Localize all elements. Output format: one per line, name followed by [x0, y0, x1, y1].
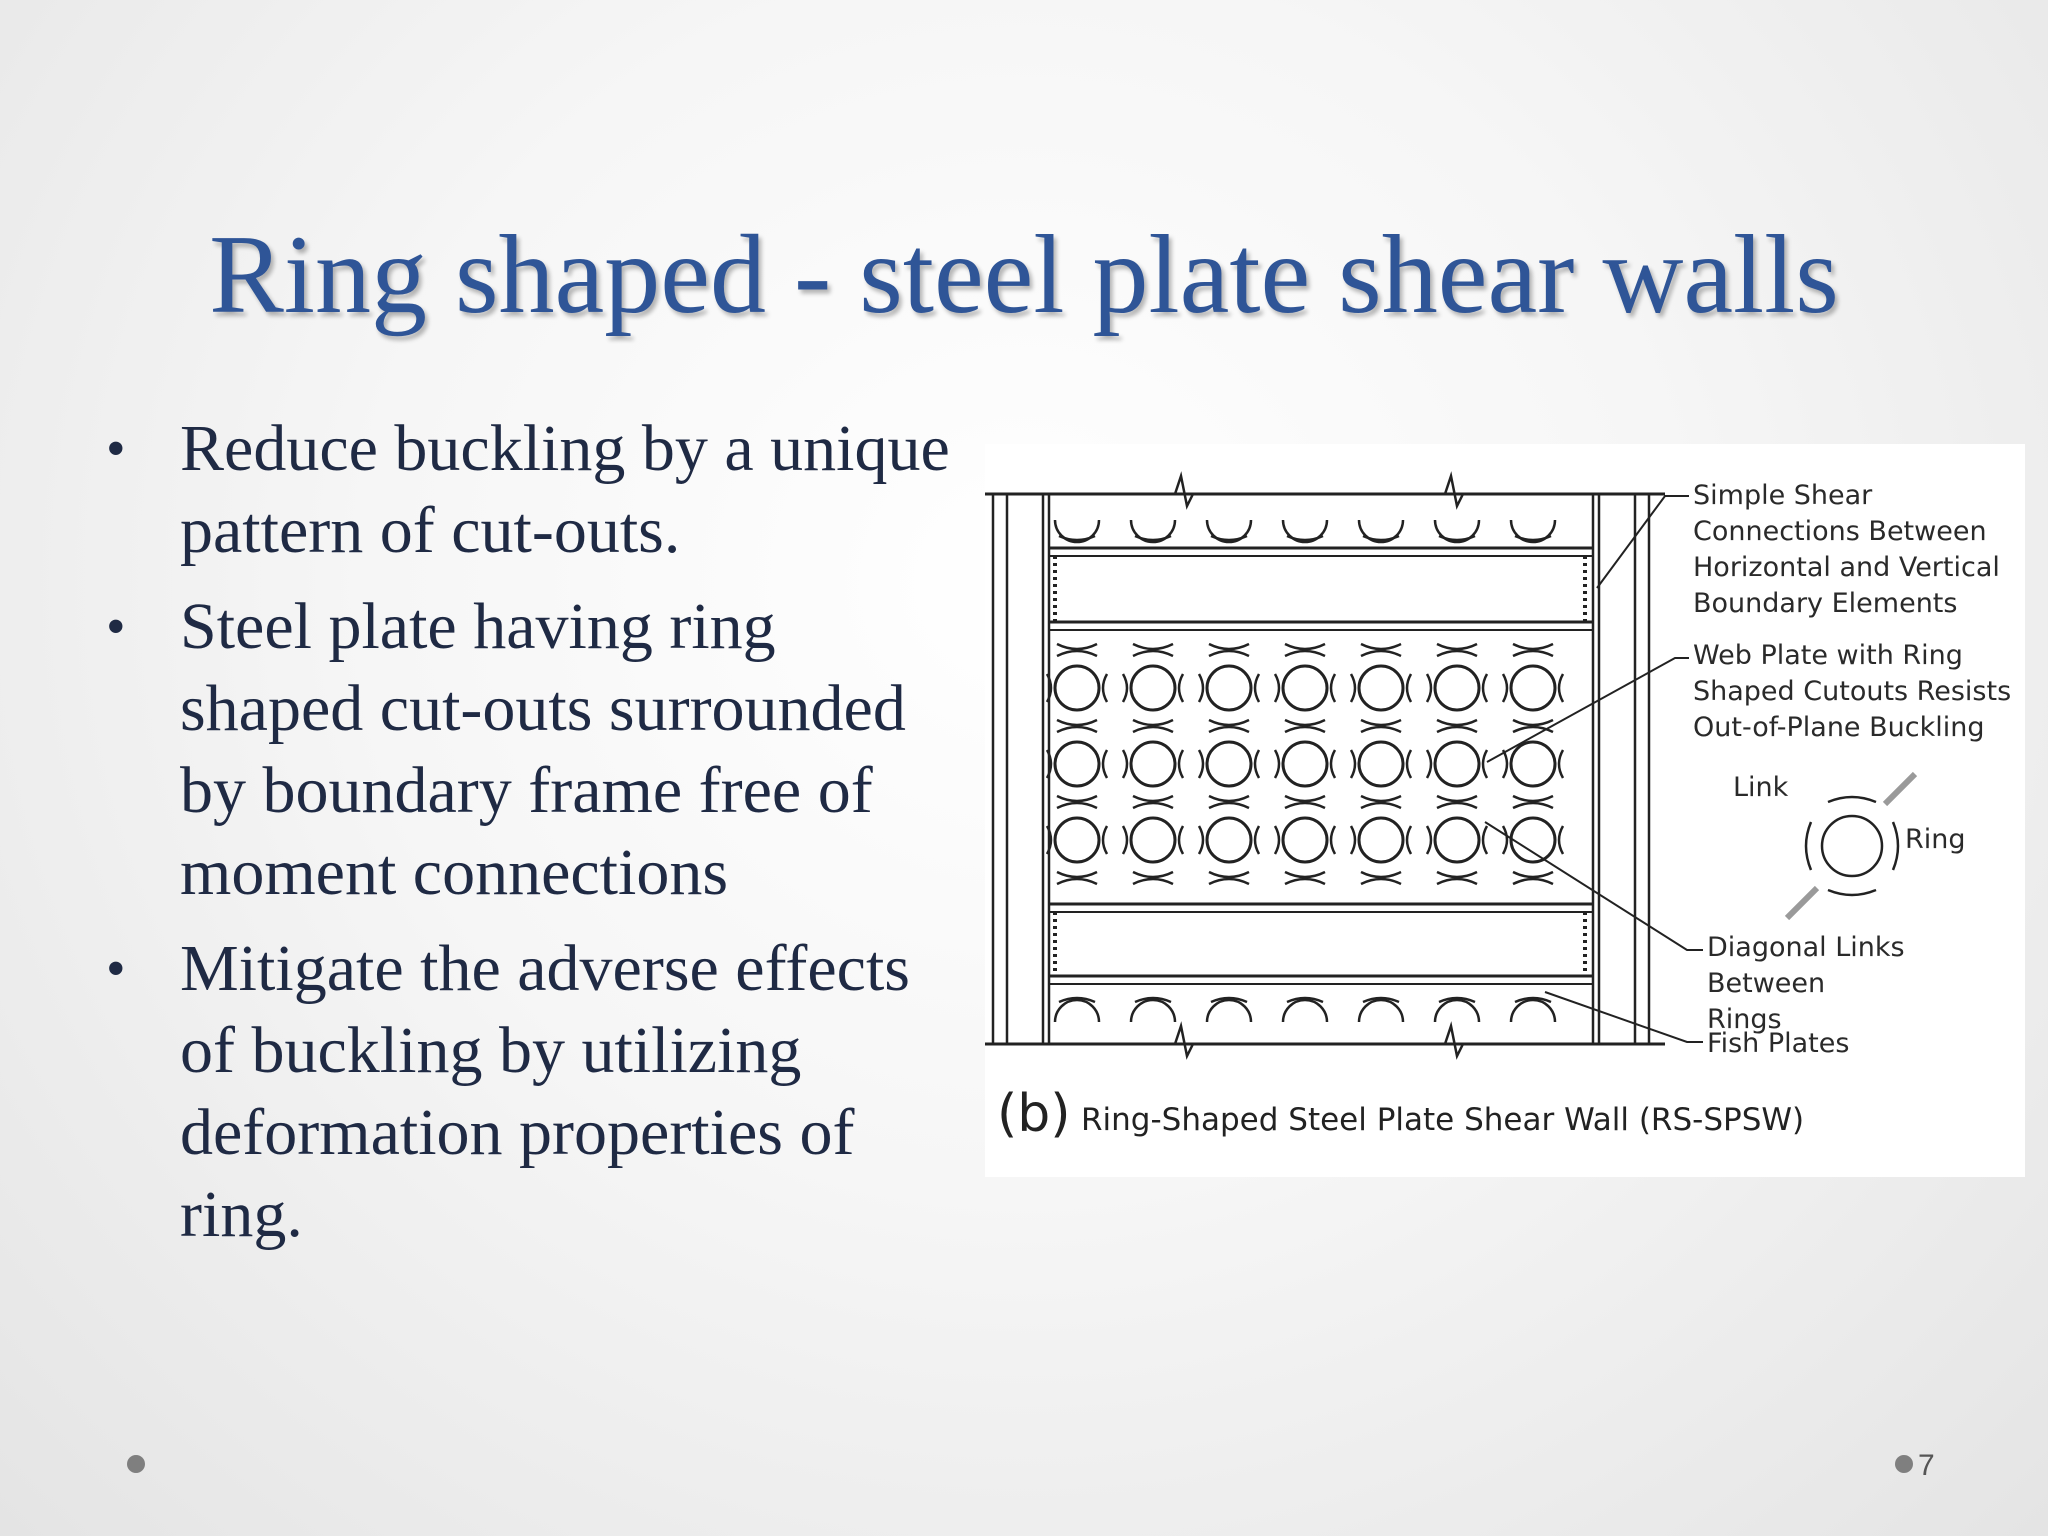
bullet-item [100, 928, 960, 1256]
ring-outline [1131, 818, 1175, 862]
break-mark [1175, 476, 1193, 506]
link-tab [1209, 644, 1249, 656]
ring-outline [1435, 818, 1479, 862]
ring-outline [1207, 818, 1251, 862]
ring-outline [1511, 742, 1555, 786]
nav-dot-left [127, 1455, 145, 1473]
ring-outline [1283, 742, 1327, 786]
partial-ring [1055, 1000, 1099, 1022]
page-number: 7 [1918, 1449, 1935, 1482]
bullet-item [100, 408, 960, 572]
partial-ring [1131, 1000, 1175, 1022]
ring-outline [1359, 742, 1403, 786]
partial-ring [1207, 1000, 1251, 1022]
ring-outline [1131, 666, 1175, 710]
link-tab [1209, 720, 1249, 732]
partial-ring [1435, 520, 1479, 542]
partial-ring [1131, 520, 1175, 542]
ring-outline [1207, 742, 1251, 786]
partial-ring [1283, 520, 1327, 542]
ring-outline [1055, 742, 1099, 786]
bullet-text: Steel plate having ring shaped cut-outs surrounded by boundary frame free of moment connections [180, 590, 906, 909]
partial-ring [1435, 1000, 1479, 1022]
link-tab [1437, 720, 1477, 732]
link-tab [1513, 872, 1553, 884]
link-tab [1361, 872, 1401, 884]
link-tab [1057, 872, 1097, 884]
link-tab [1437, 872, 1477, 884]
ring-outline [1055, 666, 1099, 710]
ring-outline [1435, 666, 1479, 710]
link-tab [1285, 644, 1325, 656]
link-tab [1437, 644, 1477, 656]
partial-ring [1511, 520, 1555, 542]
link-tab [1133, 720, 1173, 732]
ring-outline [1131, 742, 1175, 786]
label-web-plate: Web Plate with Ring Shaped Cutouts Resists Out-of-Plane Buckling [1693, 640, 2012, 743]
break-mark [1175, 1026, 1193, 1056]
link-tab [1133, 872, 1173, 884]
label-link: Link [1733, 772, 1789, 803]
ring-outline [1435, 742, 1479, 786]
ring-outline [1283, 818, 1327, 862]
bullet-icon: • [106, 418, 126, 480]
detail-link [1806, 797, 1898, 895]
link-tab [1057, 720, 1097, 732]
ring-outline [1359, 666, 1403, 710]
partial-ring [1359, 1000, 1403, 1022]
partial-ring [1283, 1000, 1327, 1022]
leader-line [1597, 496, 1689, 588]
link-tab [1285, 872, 1325, 884]
link-tab [1361, 644, 1401, 656]
slide-title: Ring shaped - steel plate shear walls [209, 213, 1839, 337]
link-tab [1133, 644, 1173, 656]
figure-caption: Ring-Shaped Steel Plate Shear Wall (RS-SPSW) [1081, 1102, 1805, 1138]
leader-line [1545, 992, 1703, 1042]
ring-outline [1359, 818, 1403, 862]
partial-ring [1207, 520, 1251, 542]
bullet-text: Reduce buckling by a unique pattern of cut-outs. [180, 412, 950, 567]
ring-outline [1511, 666, 1555, 710]
link-tab [1513, 644, 1553, 656]
partial-ring [1359, 520, 1403, 542]
ring-outline [1283, 666, 1327, 710]
link-tab [1361, 720, 1401, 732]
link-tab [1285, 796, 1325, 808]
label-shear-connections: Simple Shear Connections Between Horizontal and Vertical Boundary Elements [1693, 480, 2000, 619]
detail-ring [1822, 816, 1882, 876]
bullet-icon: • [106, 596, 126, 658]
link-tab [1513, 796, 1553, 808]
link-tab [1285, 720, 1325, 732]
label-ring: Ring [1905, 824, 1966, 855]
bullet-item [100, 586, 960, 914]
break-mark [1445, 476, 1463, 506]
link-tab [1057, 796, 1097, 808]
link-tab [1513, 720, 1553, 732]
detail-arrow [1885, 774, 1915, 804]
ring-outline [1207, 666, 1251, 710]
break-mark [1445, 1026, 1463, 1056]
detail-arrow [1787, 888, 1817, 918]
link-tab [1057, 644, 1097, 656]
rs-spsw-figure [985, 444, 2025, 1177]
bullet-list [100, 408, 960, 1270]
link-tab [1437, 796, 1477, 808]
label-fish-plates: Fish Plates [1707, 1028, 1850, 1059]
link-tab [1209, 872, 1249, 884]
link-tab [1209, 796, 1249, 808]
figure-panel-letter: (b) [997, 1084, 1071, 1144]
label-diagonal-links: Diagonal Links Between Rings [1707, 932, 1905, 1035]
link-tab [1133, 796, 1173, 808]
bullet-icon: • [106, 938, 126, 1000]
partial-ring [1055, 520, 1099, 542]
ring-outline [1055, 818, 1099, 862]
nav-dot-right [1895, 1455, 1913, 1473]
partial-ring [1511, 1000, 1555, 1022]
bullet-text: Mitigate the adverse effects of buckling by utilizing deformation properties of ring. [180, 932, 910, 1251]
link-tab [1361, 796, 1401, 808]
ring-outline [1511, 818, 1555, 862]
